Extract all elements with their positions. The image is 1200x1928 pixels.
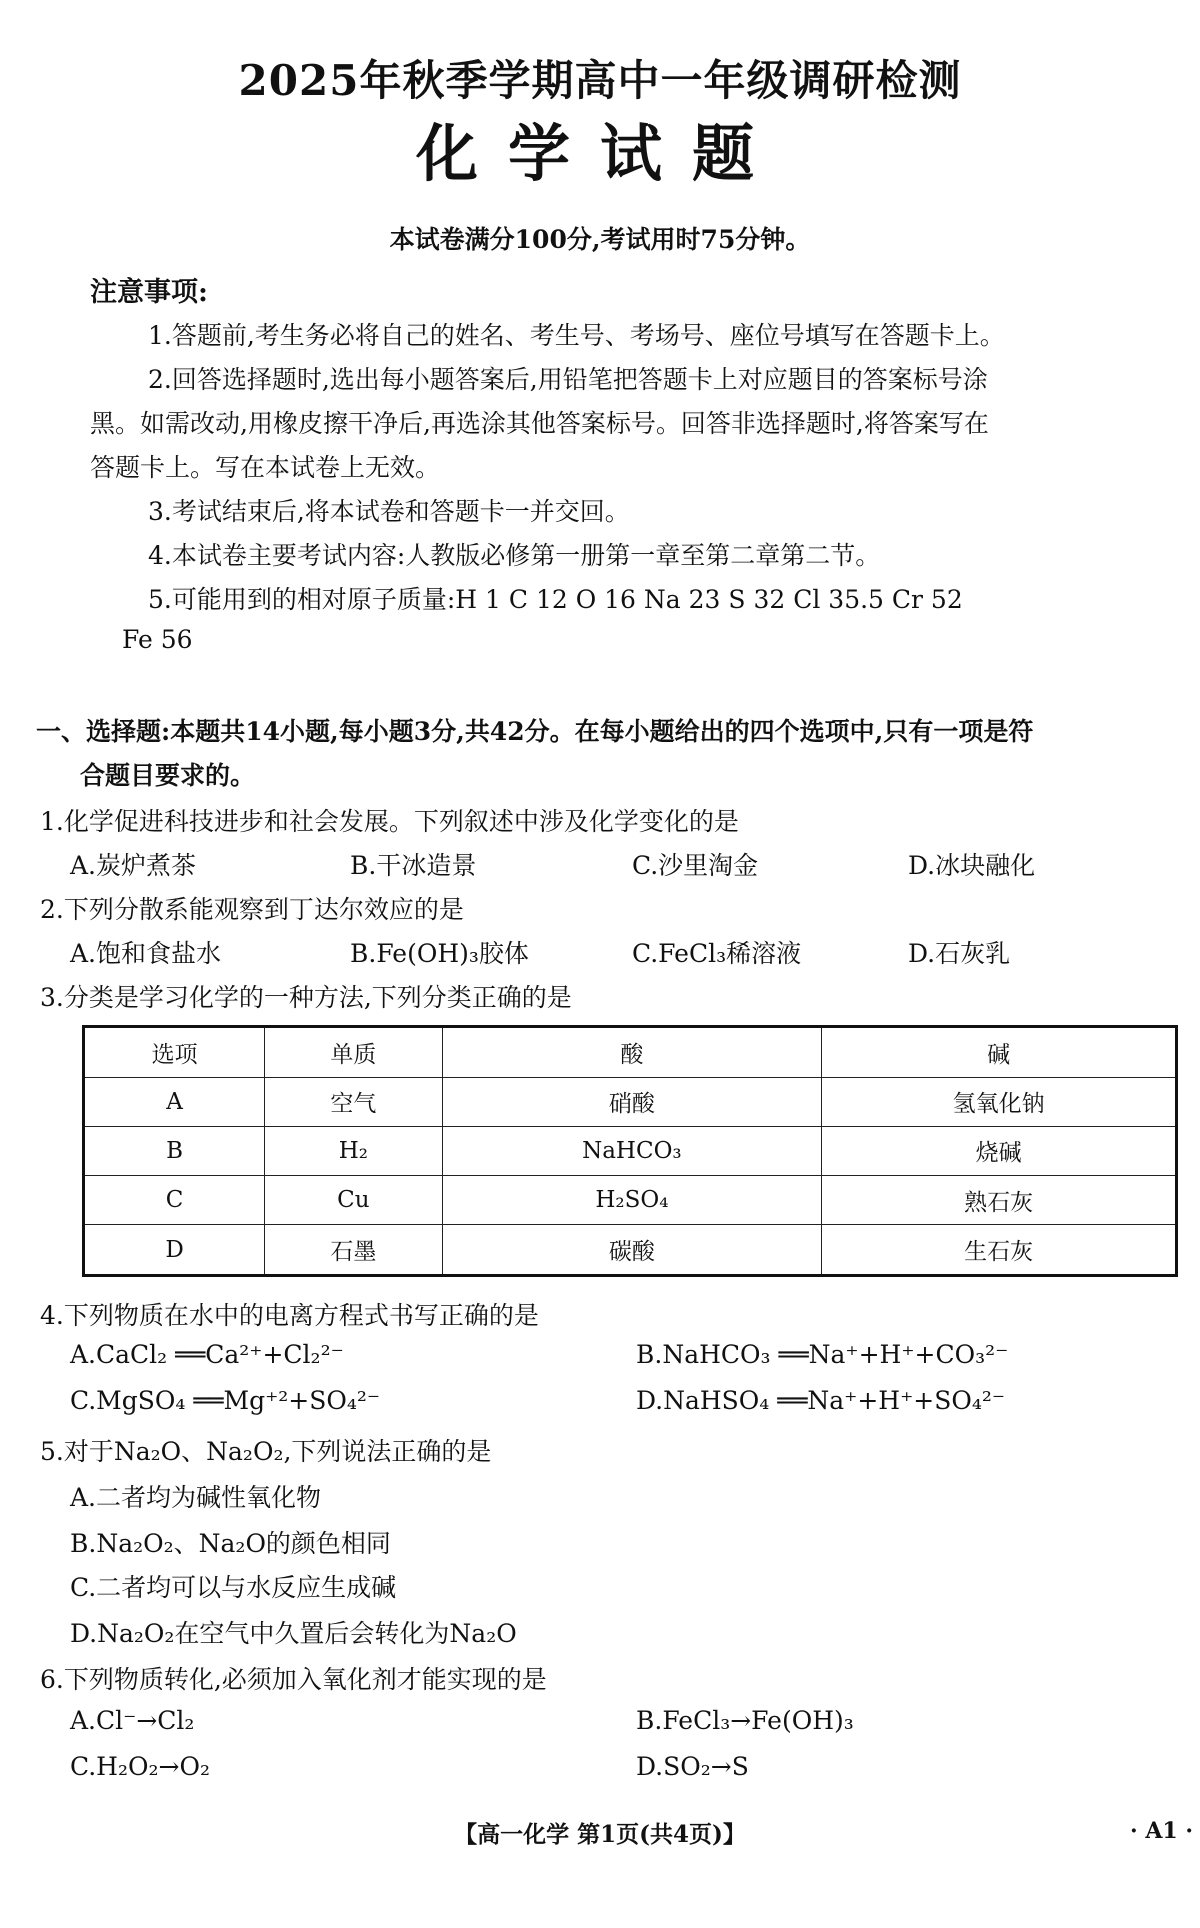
question-5-option-d: D.Na₂O₂在空气中久置后会转化为Na₂O bbox=[70, 1619, 517, 1648]
table-row bbox=[84, 1126, 1177, 1175]
note-4: 4.本试卷主要考试内容:人教版必修第一册第一章至第二章第二节。 bbox=[148, 541, 881, 570]
note-2-line-2: 黑。如需改动,用橡皮擦干净后,再选涂其他答案标号。回答非选择题时,将答案写在 bbox=[90, 409, 989, 438]
classification-table bbox=[82, 1025, 1178, 1277]
question-5-option-c: C.二者均可以与水反应生成碱 bbox=[70, 1573, 397, 1602]
note-2-line-1: 2.回答选择题时,选出每小题答案后,用铅笔把答题卡上对应题目的答案标号涂 bbox=[148, 365, 988, 394]
page-footer: 【高一化学 第1页(共4页)】 bbox=[454, 1821, 746, 1848]
table-cell: Cu bbox=[265, 1176, 442, 1225]
table-cell: NaHCO₃ bbox=[442, 1126, 822, 1175]
table-row bbox=[84, 1176, 1177, 1225]
table-header-cell: 酸 bbox=[442, 1027, 822, 1078]
question-3-stem: 3.分类是学习化学的一种方法,下列分类正确的是 bbox=[40, 983, 572, 1012]
table-cell: 碳酸 bbox=[442, 1225, 822, 1276]
question-4-option-b: B.NaHCO₃ ══Na⁺+H⁺+CO₃²⁻ bbox=[636, 1340, 1009, 1369]
question-4-option-d: D.NaHSO₄ ══Na⁺+H⁺+SO₄²⁻ bbox=[636, 1386, 1006, 1415]
question-1-option-c: C.沙里淘金 bbox=[632, 851, 759, 880]
table-header-row bbox=[84, 1027, 1177, 1078]
note-3: 3.考试结束后,将本试卷和答题卡一并交回。 bbox=[148, 497, 630, 526]
question-2-option-b: B.Fe(OH)₃胶体 bbox=[350, 939, 529, 968]
note-5-line-2: Fe 56 bbox=[122, 625, 193, 654]
question-1-option-a: A.炭炉煮茶 bbox=[70, 851, 197, 880]
table-cell: D bbox=[84, 1225, 265, 1276]
section-1-heading-cont: 合题目要求的。 bbox=[80, 761, 256, 790]
question-5-option-b: B.Na₂O₂、Na₂O的颜色相同 bbox=[70, 1529, 391, 1558]
question-6-option-c: C.H₂O₂→O₂ bbox=[70, 1752, 210, 1781]
question-6-option-b: B.FeCl₃→Fe(OH)₃ bbox=[636, 1706, 854, 1735]
table-cell: C bbox=[84, 1176, 265, 1225]
table-cell: 硝酸 bbox=[442, 1077, 822, 1126]
question-4-option-a: A.CaCl₂ ══Ca²⁺+Cl₂²⁻ bbox=[70, 1340, 344, 1369]
table-cell: H₂ bbox=[265, 1126, 442, 1175]
table-cell: 石墨 bbox=[265, 1225, 442, 1276]
table-header-cell: 碱 bbox=[822, 1027, 1177, 1078]
question-6-option-a: A.Cl⁻→Cl₂ bbox=[70, 1706, 195, 1735]
note-1: 1.答题前,考生务必将自己的姓名、考生号、考场号、座位号填写在答题卡上。 bbox=[148, 321, 1005, 350]
section-1-heading: 一、选择题:本题共14小题,每小题3分,共42分。在每小题给出的四个选项中,只有一项是符 bbox=[36, 717, 1034, 746]
question-1-stem: 1.化学促进科技进步和社会发展。下列叙述中涉及化学变化的是 bbox=[40, 807, 739, 836]
question-2-option-a: A.饱和食盐水 bbox=[70, 939, 222, 968]
question-2-stem: 2.下列分散系能观察到丁达尔效应的是 bbox=[40, 895, 464, 924]
subject-title: 化学试题 bbox=[415, 117, 784, 190]
notes-heading: 注意事项: bbox=[90, 277, 208, 308]
table-row bbox=[84, 1225, 1177, 1276]
question-2-option-d: D.石灰乳 bbox=[908, 939, 1011, 968]
question-6-stem: 6.下列物质转化,必须加入氧化剂才能实现的是 bbox=[40, 1665, 547, 1694]
exam-title: 2025年秋季学期高中一年级调研检测 bbox=[238, 56, 962, 105]
table-cell: A bbox=[84, 1077, 265, 1126]
table-cell: H₂SO₄ bbox=[442, 1176, 822, 1225]
table-header-cell: 单质 bbox=[265, 1027, 442, 1078]
table-row bbox=[84, 1077, 1177, 1126]
question-6-option-d: D.SO₂→S bbox=[636, 1752, 749, 1781]
table-header-cell: 选项 bbox=[84, 1027, 265, 1078]
table-cell: B bbox=[84, 1126, 265, 1175]
note-5-line-1: 5.可能用到的相对原子质量:H 1 C 12 O 16 Na 23 S 32 Cl 35.5 Cr 52 bbox=[148, 585, 963, 614]
table-cell: 氢氧化钠 bbox=[822, 1077, 1177, 1126]
table-cell: 熟石灰 bbox=[822, 1176, 1177, 1225]
table-cell: 烧碱 bbox=[822, 1126, 1177, 1175]
table-cell: 生石灰 bbox=[822, 1225, 1177, 1276]
note-2-line-3: 答题卡上。写在本试卷上无效。 bbox=[90, 453, 441, 482]
question-1-option-b: B.干冰造景 bbox=[350, 851, 477, 880]
question-4-stem: 4.下列物质在水中的电离方程式书写正确的是 bbox=[40, 1301, 539, 1330]
question-5-stem: 5.对于Na₂O、Na₂O₂,下列说法正确的是 bbox=[40, 1437, 492, 1466]
table-cell: 空气 bbox=[265, 1077, 442, 1126]
exam-info: 本试卷满分100分,考试用时75分钟。 bbox=[389, 225, 811, 254]
question-2-option-c: C.FeCl₃稀溶液 bbox=[632, 939, 802, 968]
question-1-option-d: D.冰块融化 bbox=[908, 851, 1036, 880]
page-code: · A1 · bbox=[1130, 1818, 1194, 1844]
question-5-option-a: A.二者均为碱性氧化物 bbox=[70, 1483, 322, 1512]
question-4-option-c: C.MgSO₄ ══Mg⁺²+SO₄²⁻ bbox=[70, 1386, 381, 1415]
